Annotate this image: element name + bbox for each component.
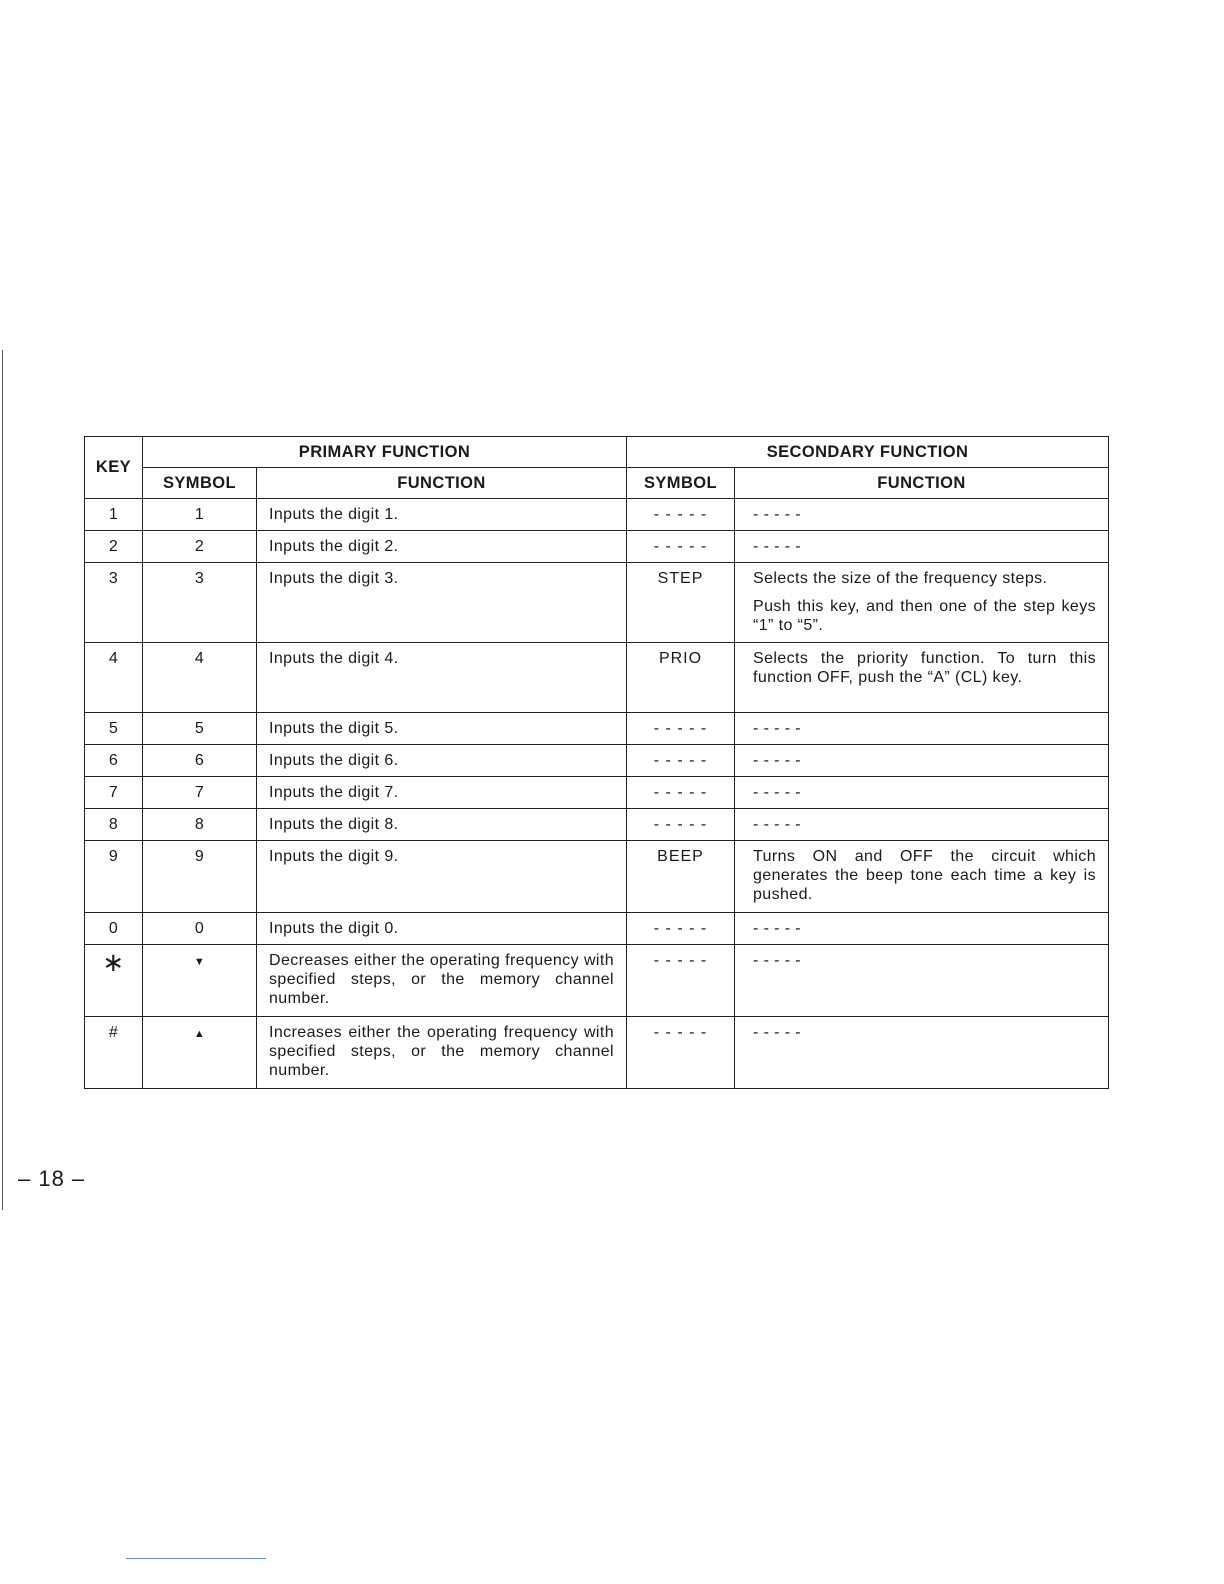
secondary-function-cell: - - - - -: [735, 745, 1109, 777]
primary-function-subheader: FUNCTION: [257, 468, 627, 499]
secondary-function-cell: Turns ON and OFF the circuit which generates the beep tone each time a key is pushed.: [735, 841, 1109, 913]
symbol-cell: 8: [143, 809, 257, 841]
symbol-cell: 5: [143, 713, 257, 745]
key-cell: 3: [85, 563, 143, 643]
left-margin-rule: [2, 350, 3, 1210]
secondary-symbol-cell: - - - - -: [627, 913, 735, 945]
key-cell: 1: [85, 499, 143, 531]
secondary-function-header: SECONDARY FUNCTION: [627, 437, 1109, 468]
function-cell: Increases either the operating frequency with specified steps, or the memory channel number.: [257, 1017, 627, 1089]
symbol-cell: [143, 945, 257, 1017]
table-row: [85, 809, 1109, 841]
table-row: [85, 745, 1109, 777]
secondary-function-cell: - - - - -: [735, 945, 1109, 1017]
primary-function-header: PRIMARY FUNCTION: [143, 437, 627, 468]
table-row: [85, 777, 1109, 809]
secondary-function-cell: - - - - -: [735, 499, 1109, 531]
secondary-symbol-cell: STEP: [627, 563, 735, 643]
symbol-cell: 0: [143, 913, 257, 945]
secondary-function-cell: Selects the priority function. To turn this function OFF, push the “A” (CL) key.: [735, 643, 1109, 713]
table-row: [85, 499, 1109, 531]
secondary-function-cell: - - - - -: [735, 809, 1109, 841]
up-triangle-icon: ▲: [193, 1028, 206, 1040]
page-number: – 18 –: [18, 1166, 86, 1191]
function-cell: Inputs the digit 4.: [257, 643, 627, 713]
symbol-cell: 3: [143, 563, 257, 643]
key-function-table: [84, 436, 1109, 1089]
secondary-function-cell: - - - - -: [735, 1017, 1109, 1089]
secondary-symbol-cell: - - - - -: [627, 713, 735, 745]
function-cell: Inputs the digit 6.: [257, 745, 627, 777]
secondary-symbol-cell: - - - - -: [627, 945, 735, 1017]
key-cell: 0: [85, 913, 143, 945]
function-cell: Inputs the digit 3.: [257, 563, 627, 643]
table-row: [85, 713, 1109, 745]
symbol-cell: 1: [143, 499, 257, 531]
key-cell: 4: [85, 643, 143, 713]
secondary-function-cell: - - - - -: [735, 531, 1109, 563]
table-row: [85, 841, 1109, 913]
secondary-function-cell: - - - - -: [735, 777, 1109, 809]
table-row: [85, 563, 1109, 643]
function-cell: Inputs the digit 9.: [257, 841, 627, 913]
function-cell: Decreases either the operating frequency with specified steps, or the memory channel number.: [257, 945, 627, 1017]
symbol-cell: 4: [143, 643, 257, 713]
step-description: Selects the size of the frequency steps.: [753, 570, 1048, 587]
step-instruction: Push this key, and then one of the step keys “1” to “5”.: [753, 598, 1097, 634]
secondary-symbol-cell: - - - - -: [627, 499, 735, 531]
key-cell: 2: [85, 531, 143, 563]
down-triangle-icon: ▼: [193, 956, 206, 968]
key-cell: 8: [85, 809, 143, 841]
key-cell: 7: [85, 777, 143, 809]
symbol-cell: 2: [143, 531, 257, 563]
table-row: [85, 945, 1109, 1017]
key-cell: #: [85, 1017, 143, 1089]
symbol-cell: 9: [143, 841, 257, 913]
secondary-function-subheader: FUNCTION: [735, 468, 1109, 499]
secondary-symbol-header: SYMBOL: [627, 468, 735, 499]
table-row: [85, 913, 1109, 945]
function-cell: Inputs the digit 8.: [257, 809, 627, 841]
secondary-symbol-cell: - - - - -: [627, 531, 735, 563]
header-row-top: [85, 437, 1109, 468]
secondary-symbol-cell: PRIO: [627, 643, 735, 713]
key-cell: 6: [85, 745, 143, 777]
symbol-cell: 7: [143, 777, 257, 809]
function-cell: Inputs the digit 1.: [257, 499, 627, 531]
table-row: [85, 643, 1109, 713]
primary-symbol-header: SYMBOL: [143, 468, 257, 499]
key-cell: [85, 945, 143, 1017]
secondary-symbol-cell: - - - - -: [627, 777, 735, 809]
secondary-symbol-cell: BEEP: [627, 841, 735, 913]
key-cell: 5: [85, 713, 143, 745]
symbol-cell: 6: [143, 745, 257, 777]
table-row: [85, 1017, 1109, 1089]
table-row: [85, 531, 1109, 563]
bottom-edge-line: [126, 1558, 266, 1559]
key-cell: 9: [85, 841, 143, 913]
function-cell: Inputs the digit 0.: [257, 913, 627, 945]
symbol-cell: [143, 1017, 257, 1089]
key-header: KEY: [85, 437, 143, 499]
function-cell: Inputs the digit 2.: [257, 531, 627, 563]
header-row-sub: [85, 468, 1109, 499]
secondary-symbol-cell: - - - - -: [627, 1017, 735, 1089]
secondary-function-cell: - - - - -: [735, 713, 1109, 745]
secondary-symbol-cell: - - - - -: [627, 809, 735, 841]
secondary-function-cell: [735, 563, 1109, 643]
function-cell: Inputs the digit 5.: [257, 713, 627, 745]
function-cell: Inputs the digit 7.: [257, 777, 627, 809]
secondary-function-cell: - - - - -: [735, 913, 1109, 945]
asterisk-key-icon: ∗: [102, 947, 125, 977]
secondary-symbol-cell: - - - - -: [627, 745, 735, 777]
